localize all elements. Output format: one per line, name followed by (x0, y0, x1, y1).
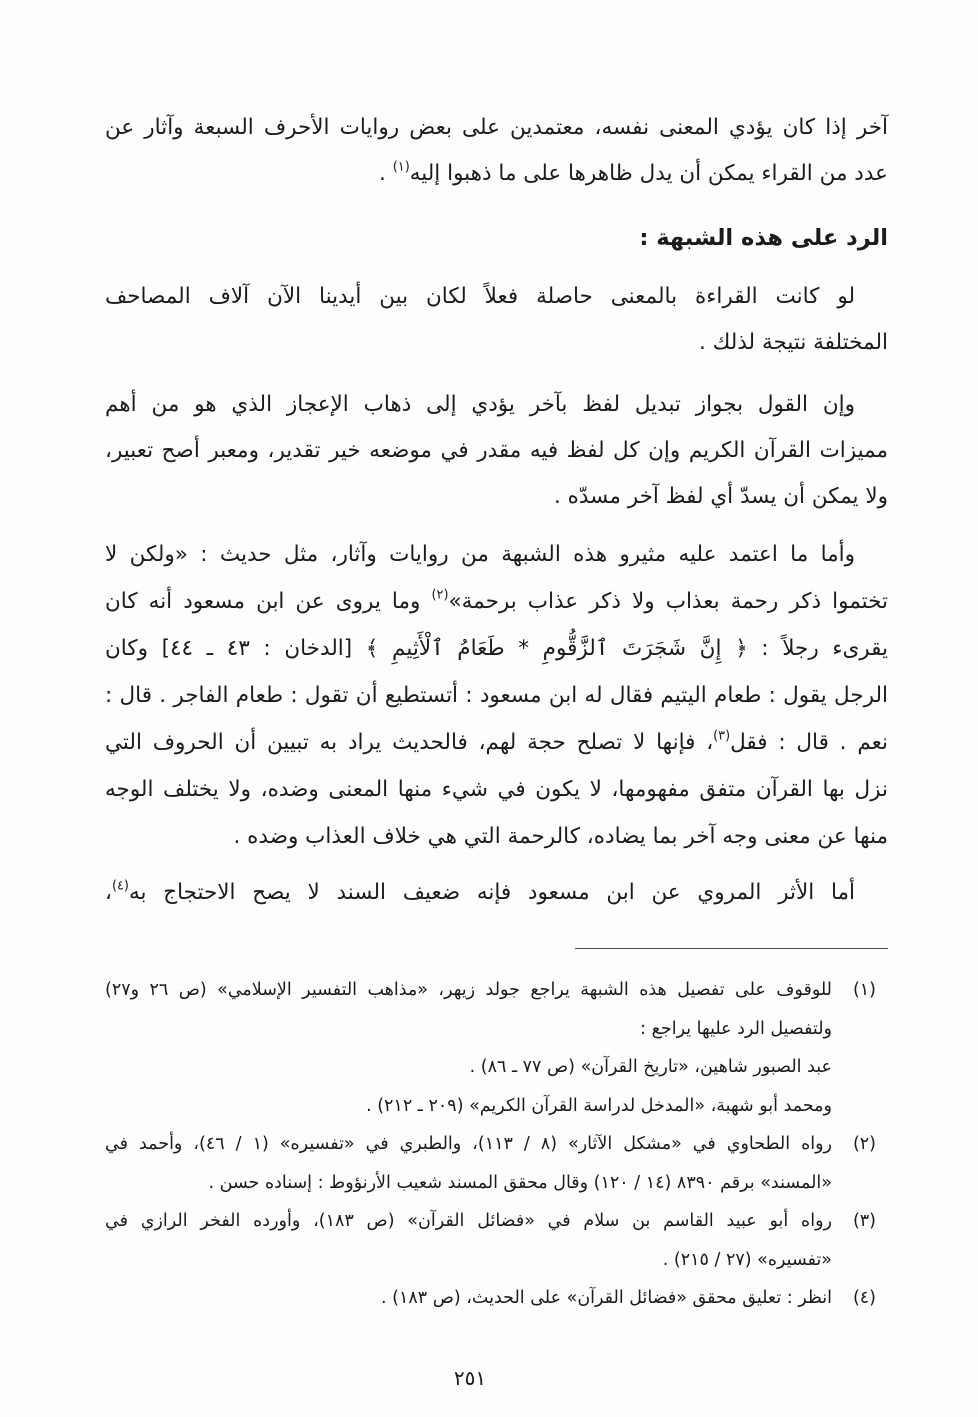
text-line: المختلفة نتيجة لذلك . (698, 330, 888, 355)
text-line: وإن القول بجواز تبديل لفظ بآخر يؤدي إلى ذهاب الإعجاز الذي هو من أهم (105, 392, 855, 417)
footnote-line: رواه أبو عبيد القاسم بن سلام في «فضائل القرآن» (ص ١٨٣)، وأورده الفخر الرازي في (105, 1211, 832, 1231)
line-text: . (379, 161, 393, 186)
footnote-text (105, 971, 832, 1125)
footnote-ref: (٣) (713, 728, 731, 744)
section-heading: الرد على هذه الشبهة : (639, 225, 888, 251)
line-text: يقرىء رجلاً : (747, 636, 888, 661)
footnote-line: عبد الصبور شاهين، «تاريخ القرآن» (ص ٧٧ ـ ٨٦) . (469, 1057, 832, 1077)
footnote-4 (105, 1279, 888, 1318)
footnote-line: ومحمد أبو شهبة، «المدخل لدراسة القرآن الكريم» (٢٠٩ ـ ٢١٢) . (366, 1095, 832, 1116)
line-text: [الدخان : ٤٣ ـ ٤٤] وكان (105, 636, 366, 661)
page-number: ٢٥١ (453, 1366, 487, 1390)
line-text: ، فإنها لا تصلح حجة لهم، فالحديث يراد به تبيين أن الحروف التي (105, 730, 714, 755)
footnote-number: (١) (852, 980, 876, 1000)
line-text: تختموا ذكر رحمة بعذاب ولا ذكر عذاب برحمة» (448, 589, 888, 614)
footnote-2 (105, 1125, 888, 1202)
footnote-line: ولتفصيل الرد عليها يراجع : (640, 1018, 832, 1039)
text-line: منها عن معنى وجه آخر بما يضاده، كالرحمة التي هي خلاف العذاب وضده . (233, 824, 888, 849)
footnote-text (105, 1279, 832, 1318)
footnote-ref: (١) (392, 159, 410, 175)
text-line: آخر إذا كان يؤدي المعنى نفسه، معتمدين على بعض روايات الأحرف السبعة وآثار عن (105, 115, 888, 140)
text-line: وأما ما اعتمد عليه مثيرو هذه الشبهة من روايات وآثار، مثل حديث : «ولكن لا (105, 542, 855, 567)
text-line: نزل بها القرآن متفق مفهومها، لا يكون في شيء منها المعنى وضده، ولا يختلف الوجه (105, 777, 888, 802)
line-text: نعم . قال : فقل (730, 730, 888, 755)
footnote-text (105, 1125, 832, 1202)
footnote-number: (٢) (852, 1134, 876, 1154)
footnote-line: رواه الطحاوي في «مشكل الآثار» (٨ / ١١٣)، والطبري في «تفسيره» (١ / ٤٦)، وأحمد في (105, 1134, 832, 1154)
footnote-line: «تفسيره» (٢٧ / ٢١٥) . (662, 1249, 832, 1270)
footnote-1 (105, 971, 888, 1125)
text-line: الرجل يقول : طعام اليتيم فقال له ابن مسعود : أتستطيع أن تقول : طعام الفاجر . قال : (105, 683, 888, 708)
footnote-3 (105, 1202, 888, 1279)
line-text: عدد من القراء يمكن أن يدل ظاهرها على ما ذهبوا إليه (409, 161, 888, 186)
footnote-ref: (٤) (111, 878, 129, 894)
text-line: مميزات القرآن الكريم وإن كل لفظ فيه مقدر في موضعه خير تقدير، ومعبر أصح تعبير، (105, 438, 888, 463)
footnote-number: (٣) (852, 1211, 876, 1231)
text-line: ولا يمكن أن يسدّ أي لفظ آخر مسدّه . (553, 484, 888, 509)
footnote-number: (٤) (852, 1288, 876, 1308)
line-text: ، (105, 880, 112, 905)
footnote-line: «المسند» برقم ٨٣٩٠ (١٤ / ١٢٠) وقال محقق المسند شعيب الأرنؤوط : إسناده حسن . (208, 1172, 832, 1193)
footnote-line: للوقوف على تفصيل هذه الشبهة يراجع جولد زيهر، «مذاهب التفسير الإسلامي» (ص ٢٦ و٢٧) (105, 980, 832, 1000)
line-text: وما يروى عن ابن مسعود أنه كان (105, 589, 432, 614)
line-text: أما الأثر المروي عن ابن مسعود فإنه ضعيف السند لا يصح الاحتجاج به (128, 880, 855, 905)
footnote-text (105, 1202, 832, 1279)
text-line: لو كانت القراءة بالمعنى حاصلة فعلاً لكان بين أيدينا الآن آلاف المصاحف (105, 284, 855, 309)
footnote-line: انظر : تعليق محقق «فضائل القرآن» على الحديث، (ص ١٨٣) . (381, 1288, 832, 1308)
footnotes (105, 971, 888, 1318)
quran-verse: ﴿ إِنَّ شَجَرَتَ ٱلزَّقُّومِ * طَعَامُ ٱلْأَثِيمِ ﴾ (365, 636, 748, 661)
footnote-ref: (٢) (431, 587, 449, 603)
